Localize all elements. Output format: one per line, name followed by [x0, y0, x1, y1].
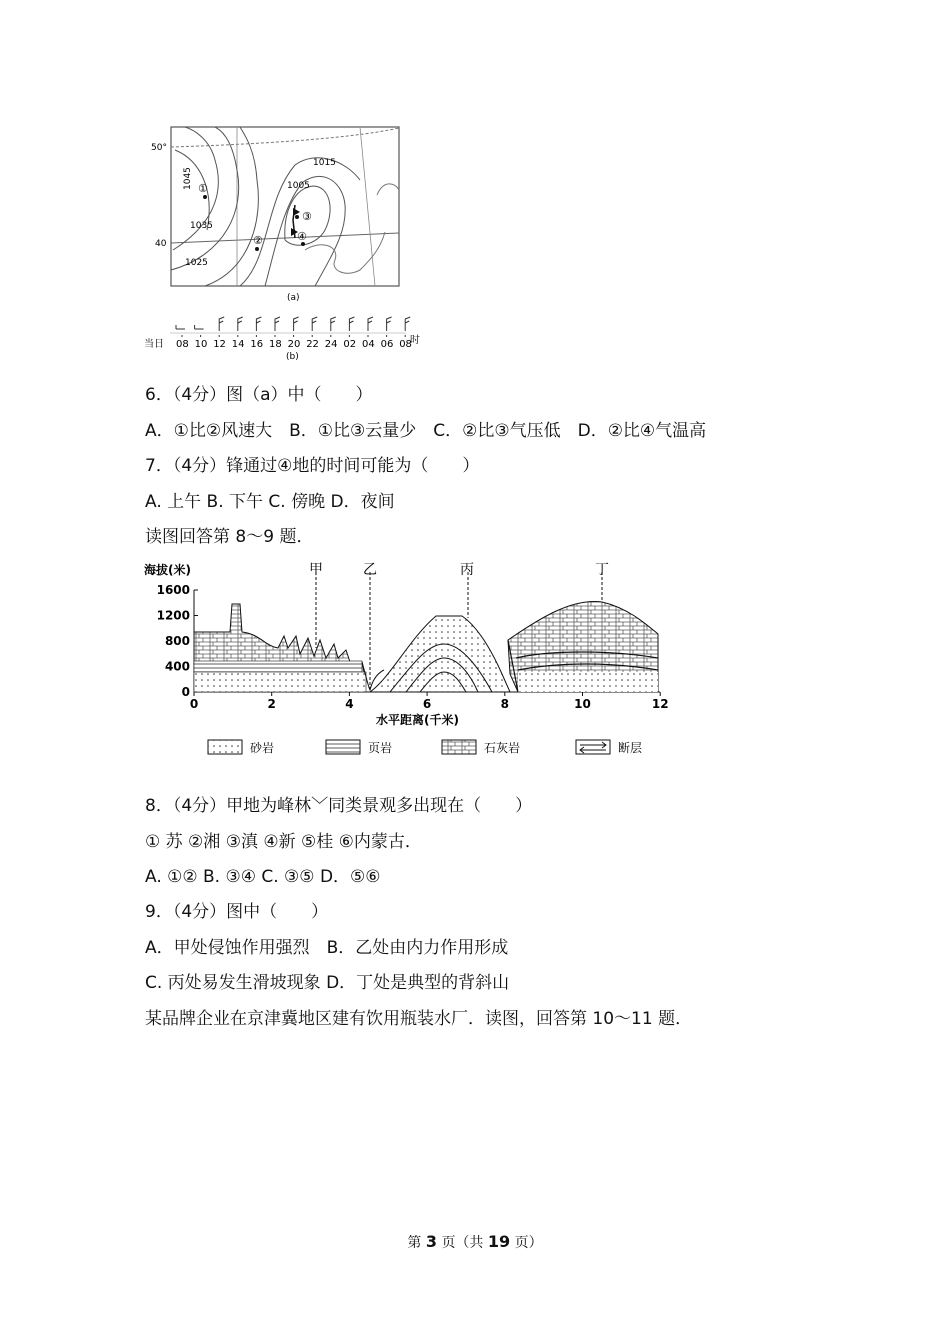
wind-barb-icon [312, 317, 317, 331]
lat-50-label: 50° [151, 143, 167, 153]
q7-options: A. 上午 B. 下午 C. 傍晚 D．夜间 [145, 492, 395, 512]
q8-choices: ① 苏 ②湘 ③滇 ④新 ⑤桂 ⑥内蒙古． [145, 832, 422, 852]
syncline-sand [518, 672, 658, 692]
x-tick-label: 2 [267, 697, 276, 711]
wind-barb-icon [387, 317, 392, 331]
wind-barb-icon [238, 317, 243, 331]
wind-barb-icon [219, 317, 224, 331]
q8-stem: 8．（4分）甲地为峰林﹀同类景观多出现在（ ） [145, 796, 533, 816]
figure-a-caption: (a) [287, 293, 300, 303]
hour-label: 12 [213, 339, 226, 350]
footer-post: 页） [514, 1235, 543, 1251]
hour-label: 18 [269, 339, 282, 350]
wind-barb-icon [331, 317, 336, 331]
place-ding: 丁 [595, 562, 609, 578]
y-axis-label: 海拔(米) [144, 563, 191, 577]
footer-pre: 第 [407, 1235, 422, 1251]
footer-page: 3 [425, 1232, 437, 1251]
wind-barb-icon [405, 317, 410, 331]
hour-label: 16 [250, 339, 264, 350]
point-2-label: ② [253, 234, 263, 247]
point-4-label: ④ [297, 230, 307, 243]
intro-10-11: 某品牌企业在京津冀地区建有饮用瓶装水厂．读图，回答第 10～11 题． [145, 1009, 693, 1029]
hour-label: 24 [324, 339, 338, 350]
hour-label: 04 [362, 339, 375, 350]
y-tick-label: 800 [164, 634, 190, 648]
isobar-label-1015: 1015 [313, 158, 336, 168]
legend-limestone: 石灰岩 [484, 741, 521, 755]
wind-barb-icon [176, 325, 185, 329]
q6-options: A．①比②风速大 B．①比③云量少 C．②比③气压低 D．②比④气温高 [145, 421, 707, 441]
y-tick-label: 1200 [156, 608, 190, 623]
q8-options: A. ①② B. ③④ C. ③⑤ D．⑤⑥ [145, 867, 381, 887]
wind-barb-icon [349, 317, 354, 331]
weather-map-figure [145, 120, 415, 305]
q9-stem: 9．（4分）图中（ ） [145, 902, 329, 922]
hour-label: 20 [287, 339, 301, 350]
lat-40-label: 40 [155, 239, 167, 249]
legend-shale-swatch [326, 740, 360, 754]
wind-timeline-figure [140, 305, 425, 363]
place-bing: 丙 [460, 562, 474, 578]
timeline-suffix: 时 [410, 335, 420, 346]
q7-stem: 7．（4分）锋通过④地的时间可能为（ ） [145, 456, 480, 476]
wind-barb-icon [275, 317, 280, 331]
hour-label: 08 [399, 339, 412, 350]
hour-label: 08 [176, 339, 189, 350]
point-2-dot [255, 247, 259, 251]
x-tick-label: 12 [651, 697, 669, 711]
q9-options-1: A．甲处侵蚀作用强烈 B．乙处由内力作用形成 [145, 938, 509, 958]
point-1-dot [203, 195, 207, 199]
legend-shale: 页岩 [368, 741, 393, 755]
footer-mid: 页（共 [441, 1235, 484, 1251]
hour-label: 06 [380, 339, 394, 350]
cross-section-figure [140, 558, 680, 763]
wind-barb-icon [294, 317, 299, 331]
point-3-dot [295, 215, 299, 219]
sand-layer [194, 672, 366, 692]
isobar-label-1025: 1025 [185, 258, 208, 268]
front-marker [293, 208, 300, 216]
coastline [377, 184, 399, 195]
place-yi: 乙 [363, 562, 377, 578]
legend-limestone-swatch [442, 740, 476, 754]
x-tick-label: 8 [500, 697, 509, 711]
x-tick-label: 10 [574, 697, 591, 711]
wind-barb-icon [195, 325, 204, 329]
isobar-label-1035: 1035 [190, 221, 213, 231]
y-tick-label: 400 [164, 659, 190, 674]
legend-fault: 断层 [618, 741, 643, 755]
shale-layer [194, 661, 362, 672]
point-3-label: ③ [302, 210, 312, 223]
q6-stem: 6．（4分）图（a）中（ ） [145, 385, 373, 405]
anticline-body [370, 616, 510, 692]
isobar-label-1045: 1045 [183, 167, 193, 190]
x-axis-label: 水平距离(千米) [376, 713, 459, 727]
legend-fault-swatch [576, 740, 610, 754]
isobar [240, 158, 360, 286]
hour-label: 02 [343, 339, 357, 350]
hour-label: 22 [306, 339, 319, 350]
x-tick-label: 4 [345, 697, 354, 711]
intro-8-9: 读图回答第 8～9 题． [145, 527, 314, 547]
hour-label: 10 [194, 339, 208, 350]
timeline-prefix: 当日 [144, 339, 164, 350]
x-tick-label: 0 [189, 697, 199, 711]
point-1-label: ① [198, 182, 208, 195]
hour-label: 14 [231, 339, 245, 350]
latitude-50 [171, 128, 399, 147]
x-tick-label: 6 [422, 697, 432, 711]
page-footer [0, 1232, 950, 1252]
legend-sandstone: 砂岩 [250, 741, 275, 755]
wind-barb-icon [368, 317, 373, 331]
figure-b-caption: (b) [286, 352, 299, 362]
legend-sandstone-swatch [208, 740, 242, 754]
footer-total: 19 [487, 1232, 511, 1251]
wind-barb-icon [256, 317, 261, 331]
place-jia: 甲 [309, 562, 323, 578]
q9-options-2: C. 丙处易发生滑坡现象 D．丁处是典型的背斜山 [145, 973, 510, 993]
y-tick-label: 0 [181, 685, 190, 699]
isobar-label-1005: 1005 [287, 181, 310, 191]
y-tick-label: 1600 [156, 583, 190, 597]
